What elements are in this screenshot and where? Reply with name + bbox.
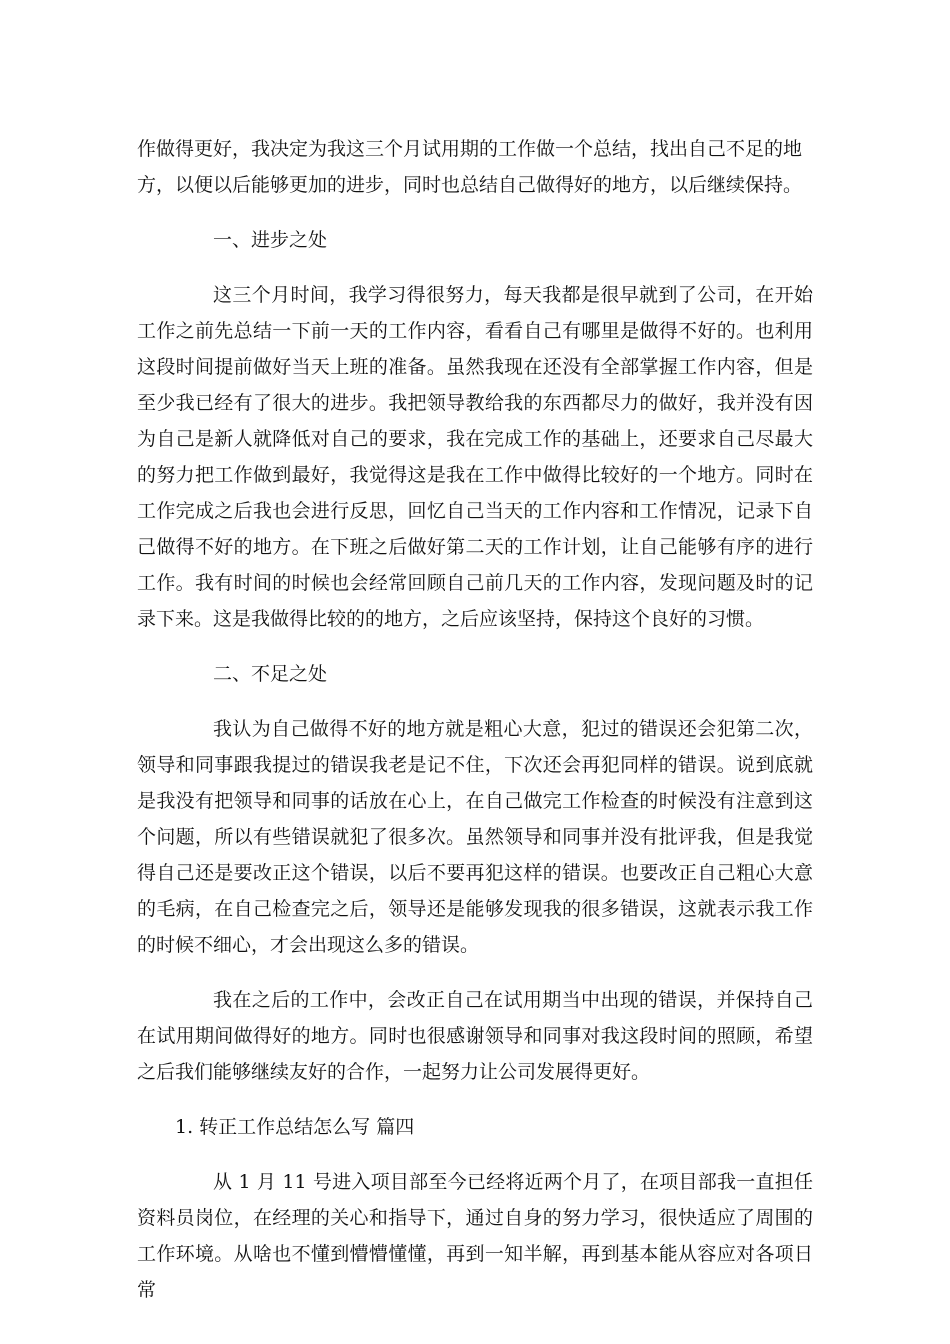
section-heading-part-four: 1. 转正工作总结怎么写 篇四 xyxy=(175,1116,415,1138)
spacer xyxy=(137,963,813,982)
document-page xyxy=(137,131,813,1308)
spacer xyxy=(137,637,813,656)
paragraph-closing: 我在之后的工作中，会改正自己在试用期当中出现的错误，并保持自己在试用期间做得好的地方。同时也很感谢领导和同事对我这段时间的照顾，希望之后我们能够继续友好的合作，一起努力让公司发展得更好。 xyxy=(137,989,813,1083)
intro-line-1: 作做得更好，我决定为我这三个月试用期的工作做一个总结，找出自己不足的地 xyxy=(137,138,803,160)
spacer xyxy=(137,1090,813,1109)
spacer xyxy=(137,692,813,711)
paragraph-shortcomings: 我认为自己做得不好的地方就是粗心大意，犯过的错误还会犯第二次，领导和同事跟我提过的错误我老是记不住，下次还会再犯同样的错误。说到底就是我没有把领导和同事的话放在心上，在自己做完工作检查的时候没有注意到这个问题，所以有些错误就犯了很多次。虽然领导和同事并没有批评我，但是我觉得自己还是要改正这个错误，以后不要再犯这样的错误。也要改正自己粗心大意的毛病，在自己检查完之后，领导还是能够发现我的很多错误，这就表示我工作的时候不细心，才会出现这么多的错误。 xyxy=(137,718,813,956)
spacer xyxy=(137,258,813,277)
spacer xyxy=(137,203,813,222)
spacer xyxy=(137,1145,813,1164)
paragraph-progress: 这三个月时间，我学习得很努力，每天我都是很早就到了公司，在开始工作之前先总结一下前一天的工作内容，看看自己有哪里是做得不好的。也利用这段时间提前做好当天上班的准备。虽然我现在还没有全部掌握工作内容，但是至少我已经有了很大的进步。我把领导教给我的东西都尽力的做好，我并没有因为自己是新人就降低对自己的要求，我在完成工作的基础上，还要求自己尽最大的努力把工作做到最好，我觉得这是我在工作中做得比较好的一个地方。同时在工作完成之后我也会进行反思，回忆自己当天的工作内容和工作情况，记录下自己做得不好的地方。在下班之后做好第二天的工作计划，让自己能够有序的进行工作。我有时间的时候也会经常回顾自己前几天的工作内容，发现问题及时的记录下来。这是我做得比较的的地方，之后应该坚持，保持这个良好的习惯。 xyxy=(137,284,813,630)
paragraph-part-four: 从 1 月 11 号进入项目部至今已经将近两个月了，在项目部我一直担任资料员岗位，在经理的关心和指导下，通过自身的努力学习，很快适应了周围的工作环境。从啥也不懂到懵懵懂懂，再到一知半解，再到基本能从容应对各项日常 xyxy=(137,1171,813,1301)
section-heading-shortcomings: 二、不足之处 xyxy=(213,663,328,685)
section-heading-progress: 一、进步之处 xyxy=(213,229,328,251)
intro-line-2: 方，以便以后能够更加的进步，同时也总结自己做得好的地方，以后继续保持。 xyxy=(137,174,803,196)
